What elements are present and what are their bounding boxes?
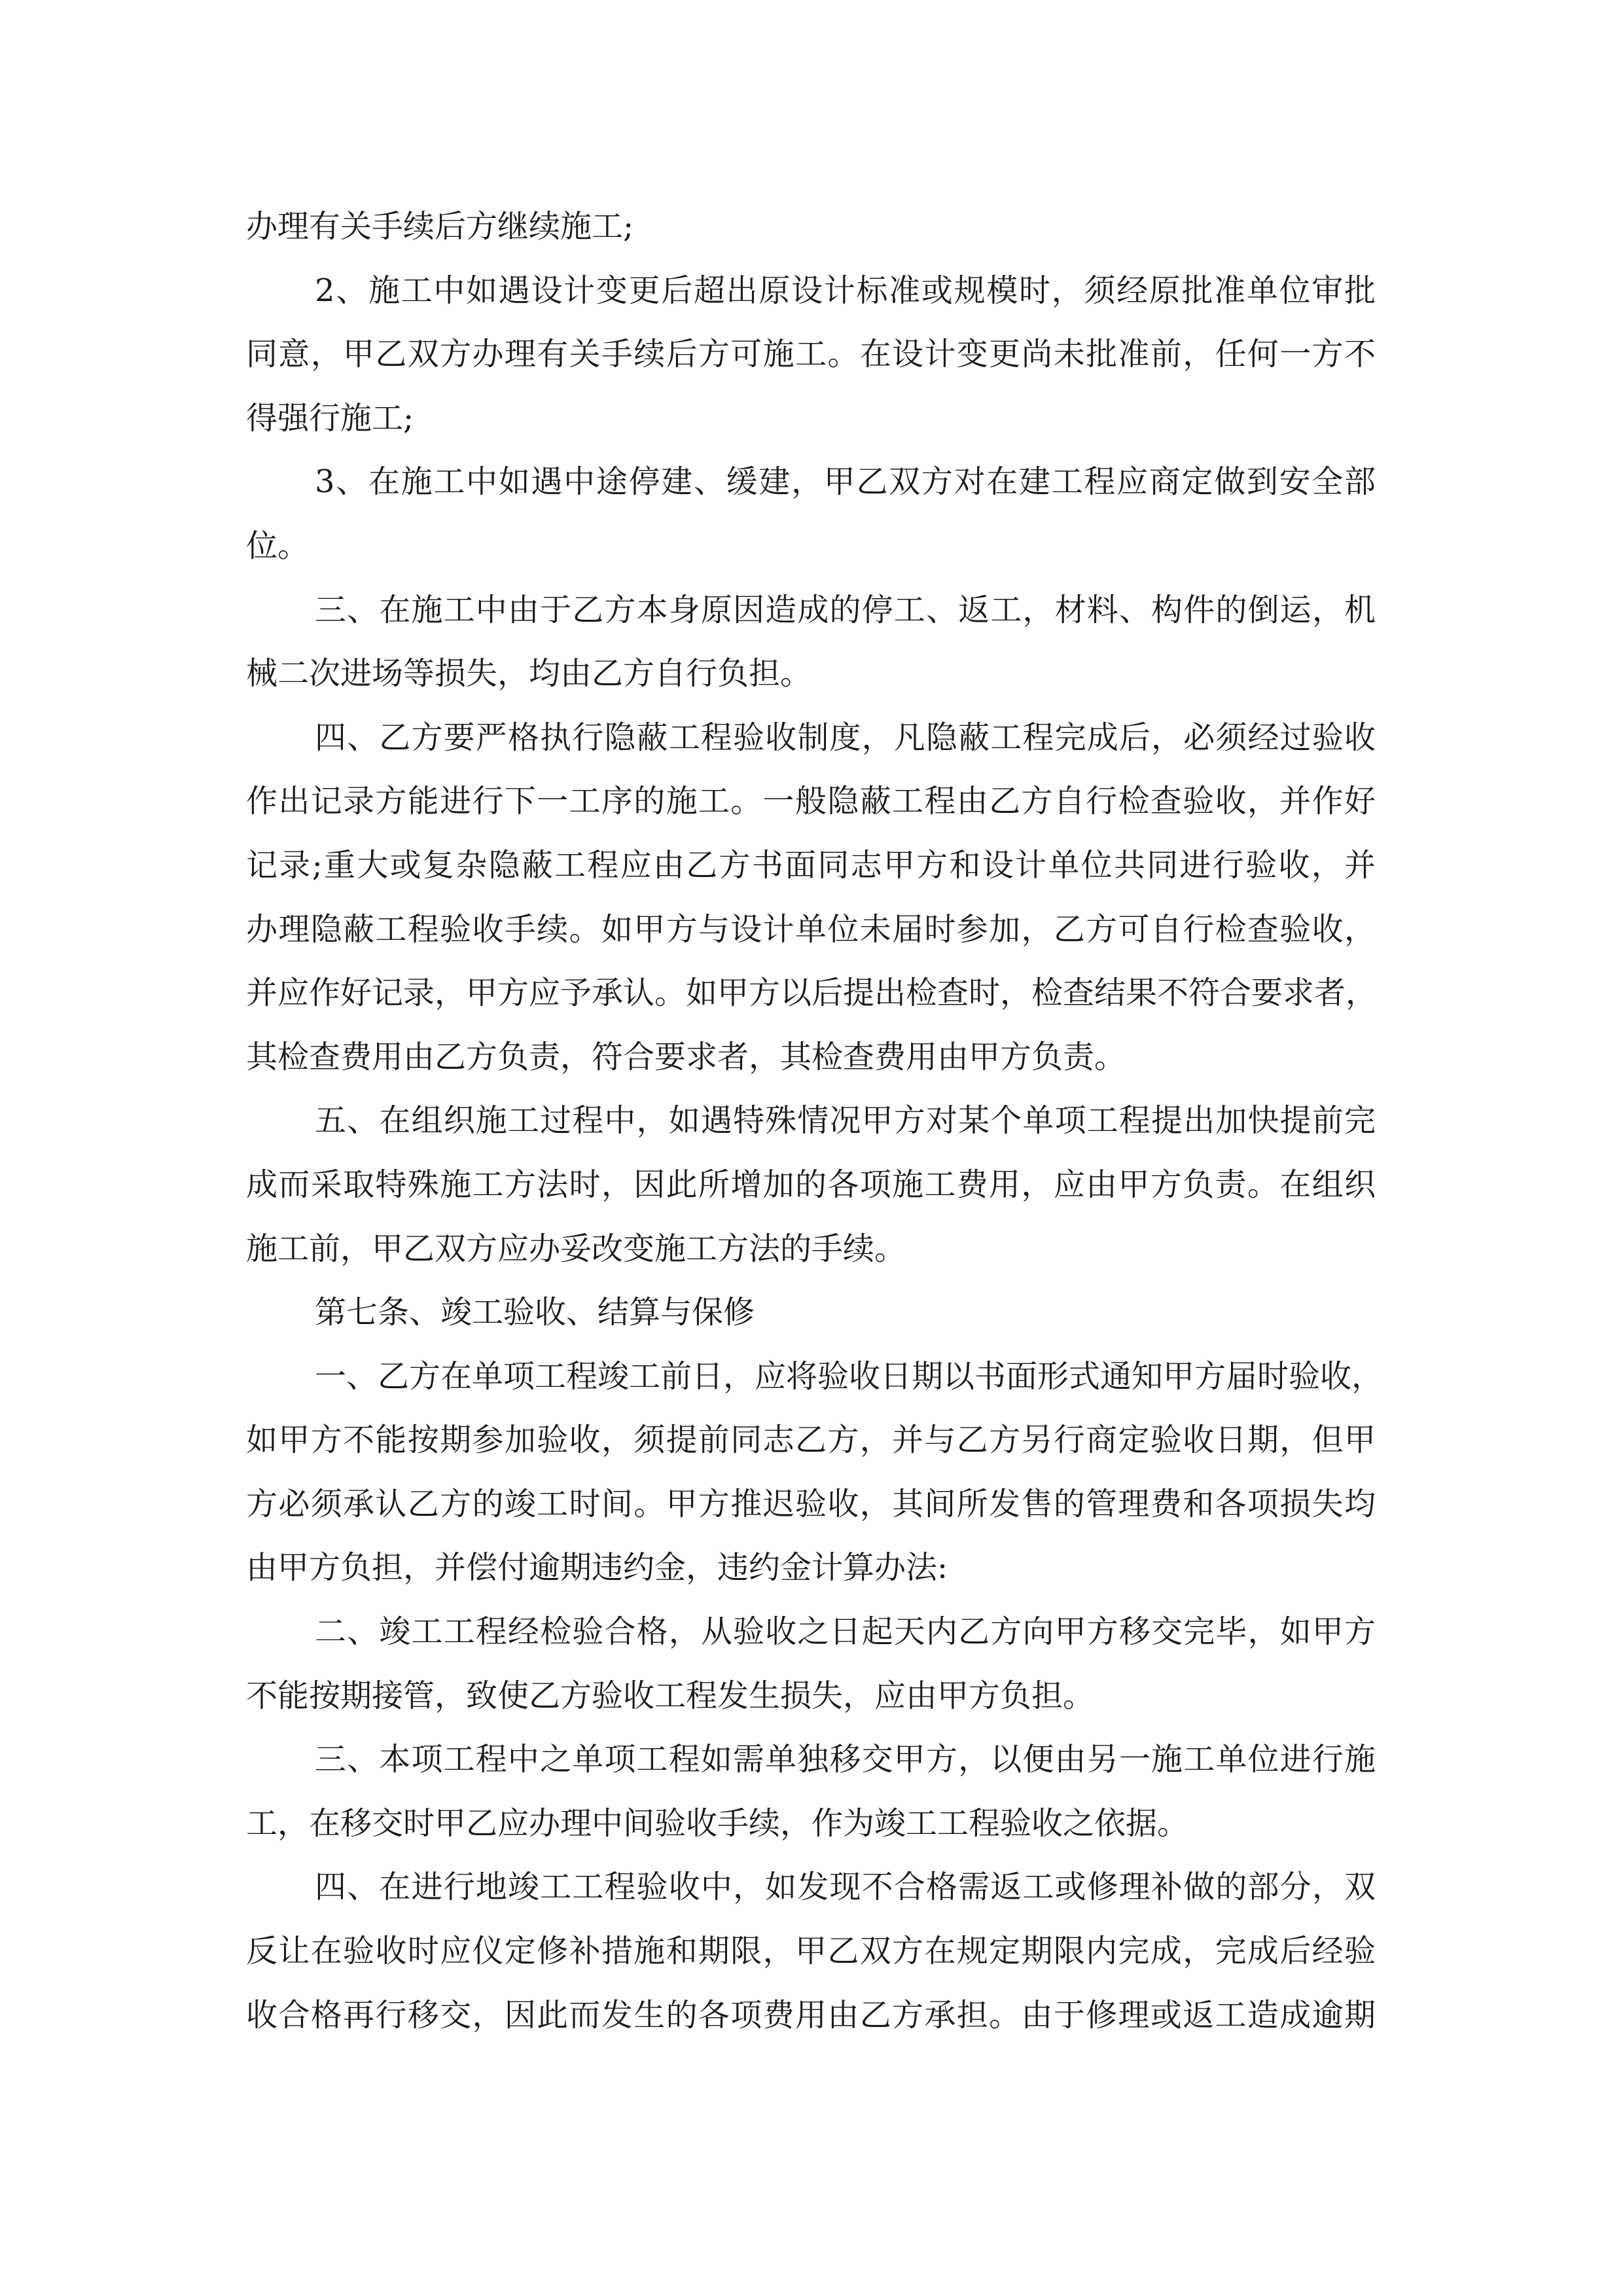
text-line: 同意，甲乙双方办理有关手续后方可施工。在设计变更尚未批准前，任何一方不: [246, 336, 1376, 373]
text-line: 办理隐蔽工程验收手续。如甲方与设计单位未届时参加，乙方可自行检查验收，: [246, 910, 1376, 948]
text-line: 并应作好记录，甲方应予承认。如甲方以后提出检查时，检查结果不符合要求者，: [246, 975, 1378, 1012]
text-line: 办理有关手续后方继续施工;: [246, 208, 634, 245]
text-line: 三、在施工中由于乙方本身原因造成的停工、返工，材料、构件的倒运，机: [315, 591, 1376, 628]
text-line: 其检查费用由乙方负责，符合要求者，其检查费用由甲方负责。: [246, 1038, 1126, 1075]
paragraph: [246, 579, 1376, 706]
text-line: 2、施工中如遇设计变更后超出原设计标准或规模时，须经原批准单位审批: [315, 272, 1376, 309]
text-line: 四、乙方要严格执行隐蔽工程验收制度，凡隐蔽工程完成后，必须经过验收: [315, 719, 1376, 756]
text-line: 记录;重大或复杂隐蔽工程应由乙方书面同志甲方和设计单位共同进行验收，并: [246, 846, 1376, 884]
paragraph: [246, 706, 1376, 1090]
text-line: 一、乙方在单项工程竣工前日，应将验收日期以书面形式通知甲方届时验收，: [315, 1357, 1383, 1395]
text-line: 不能按期接管，致使乙方验收工程发生损失，应由甲方负担。: [246, 1677, 1095, 1714]
text-line: 四、在进行地竣工工程验收中，如发现不合格需返工或修理补做的部分，双: [315, 1869, 1376, 1906]
text-line: 工，在移交时甲乙应办理中间验收手续，作为竣工工程验收之依据。: [246, 1804, 1189, 1842]
text-line: 方必须承认乙方的竣工时间。甲方推迟验收，其间所发售的管理费和各项损失均: [246, 1485, 1376, 1522]
document-body: [246, 195, 1383, 2047]
text-line: 第七条、竣工验收、结算与保修: [315, 1294, 755, 1331]
text-line: 由甲方负担，并偿付逾期违约金，违约金计算办法:: [246, 1549, 948, 1587]
text-line: 如甲方不能按期参加验收，须提前同志乙方，并与乙方另行商定验收日期，但甲: [246, 1422, 1376, 1459]
paragraph: [246, 1600, 1376, 1728]
text-line: 五、在组织施工过程中，如遇特殊情况甲方对某个单项工程提出加快提前完: [315, 1102, 1376, 1139]
text-line: 施工前，甲乙双方应办妥改变施工方法的手续。: [246, 1230, 906, 1267]
text-line: 收合格再行移交，因此而发生的各项费用由乙方承担。由于修理或返工造成逾期: [246, 1996, 1376, 2034]
paragraph: [246, 1856, 1376, 2047]
text-line: 三、本项工程中之单项工程如需单独移交甲方，以便由另一施工单位进行施: [315, 1741, 1376, 1778]
paragraph: [246, 195, 1376, 259]
text-line: 反让在验收时应仪定修补措施和期限，甲乙双方在规定期限内完成，完成后经验: [246, 1933, 1376, 1970]
text-line: 3、在施工中如遇中途停建、缓建，甲乙双方对在建工程应商定做到安全部: [315, 463, 1376, 501]
text-line: 作出记录方能进行下一工序的施工。一般隐蔽工程由乙方自行检查验收，并作好: [246, 783, 1376, 820]
text-line: 得强行施工;: [246, 399, 414, 437]
text-line: 成而采取特殊施工方法时，因此所增加的各项施工费用，应由甲方负责。在组织: [246, 1166, 1376, 1203]
paragraph: [246, 259, 1376, 451]
paragraph: [246, 450, 1376, 578]
section-heading: [246, 1281, 1376, 1345]
paragraph: [246, 1728, 1376, 1856]
paragraph: [246, 1089, 1376, 1281]
text-line: 械二次进场等损失，均由乙方自行负担。: [246, 655, 812, 692]
paragraph: [246, 1345, 1383, 1600]
text-line: 位。: [246, 527, 310, 564]
text-line: 二、竣工工程经检验合格，从验收之日起天内乙方向甲方移交完毕，如甲方: [315, 1613, 1376, 1651]
